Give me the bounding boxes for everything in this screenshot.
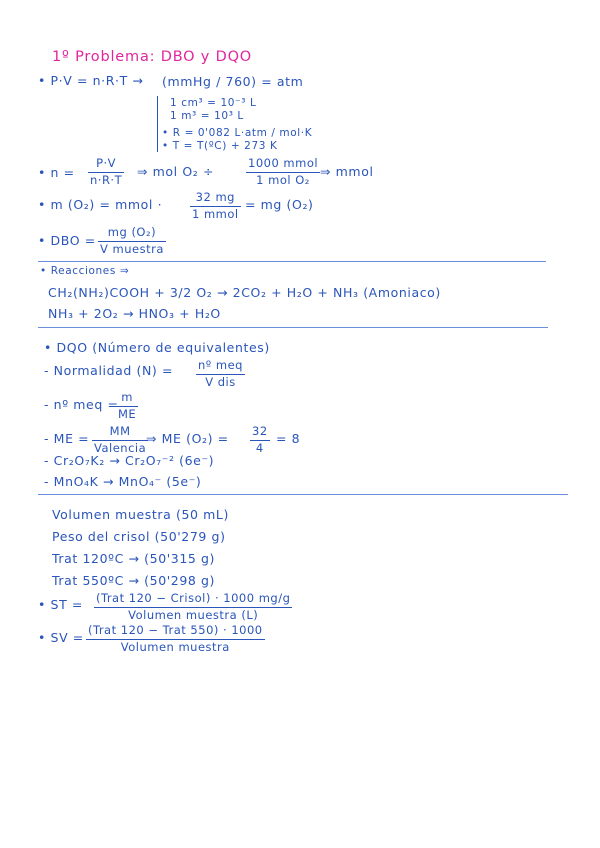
reaction-ammonia: NH₃ + 2O₂ → HNO₃ + H₂O [48,306,221,321]
moles-denominator: n·R·T [90,172,123,187]
dichromate-line: - Cr₂O₇K₂ → Cr₂O₇⁻² (6e⁻) [44,453,215,468]
mass-o2-denominator: 1 mmol [192,206,239,221]
normality-lhs: - Normalidad (N) = [44,363,174,378]
pressure-conversion: (mmHg / 760) = atm [162,74,304,89]
me-o2-middle: ⇒ ME (O₂) = [146,431,229,446]
dbo-lhs: • DBO = [38,233,96,248]
st-numerator: (Trat 120 − Crisol) · 1000 mg/g [96,591,291,605]
reaction-glycine: CH₂(NH₂)COOH + 3/2 O₂ → 2CO₂ + H₂O + NH₃ (Amoniaco) [48,285,441,300]
dqo-heading: • DQO (Número de equivalentes) [44,340,270,355]
normality-denominator: V dis [205,374,236,389]
meq-lhs: - nº meq = [44,397,119,412]
st-fraction [94,593,292,621]
dbo-numerator: mg (O₂) [107,225,157,239]
treatment-550: Trat 550ºC → (50'298 g) [52,573,216,588]
volume-conversion-m3: 1 m³ = 10³ L [170,110,244,122]
mass-o2-numerator: 32 mg [195,190,235,204]
me-o2-numerator: 32 [252,424,268,438]
mmol-conversion-fraction [246,158,320,186]
moles-fraction [88,158,124,186]
me-numerator: MM [109,424,131,438]
treatment-120: Trat 120ºC → (50'315 g) [52,551,216,566]
sv-denominator: Volumen muestra [120,639,230,654]
sample-volume: Volumen muestra (50 mL) [52,507,229,522]
crucible-weight: Peso del crisol (50'279 g) [52,529,226,544]
permanganate-line: - MnO₄K → MnO₄⁻ (5e⁻) [44,474,202,489]
mass-o2-result: = mg (O₂) [245,197,314,212]
divider-2 [38,327,548,328]
volume-conversion-cm3: 1 cm³ = 10⁻³ L [170,97,257,109]
sv-numerator: (Trat 120 − Trat 550) · 1000 [88,623,263,637]
me-o2-denominator: 4 [255,440,264,455]
meq-fraction [116,392,138,420]
dbo-denominator: V muestra [100,241,164,256]
st-lhs: • ST = [38,597,83,612]
me-o2-fraction [250,426,270,454]
mmol-numerator: 1000 mmol [248,156,319,170]
moles-middle: ⇒ mol O₂ ÷ [137,164,215,179]
sv-fraction [86,625,265,653]
reactions-heading: • Reacciones ⇒ [40,265,130,277]
normality-fraction [196,360,245,388]
sv-lhs: • SV = [38,630,84,645]
meq-denominator: ME [118,406,137,421]
normality-numerator: nº meq [198,358,243,372]
me-denominator: Valencia [94,440,147,455]
me-o2-result: = 8 [276,431,301,446]
gas-constant: • R = 0'082 L·atm / mol·K [162,127,313,139]
me-fraction [92,426,148,454]
mmol-denominator: 1 mol O₂ [256,172,310,187]
st-denominator: Volumen muestra (L) [128,607,259,622]
mass-o2-lhs: • m (O₂) = mmol · [38,197,163,212]
divider-1 [38,261,546,262]
meq-numerator: m [121,390,133,404]
moles-result: ⇒ mmol [320,164,374,179]
moles-lhs: • n = [38,165,75,180]
temperature-conversion: • T = T(ºC) + 273 K [162,140,278,152]
me-lhs: - ME = [44,431,90,446]
divider-3 [38,494,568,495]
ideal-gas-line: • P·V = n·R·T → [38,73,144,88]
dbo-fraction [98,227,166,255]
page-title: 1º Problema: DBO y DQO [52,49,252,65]
moles-numerator: P·V [96,156,117,170]
conversion-bracket [157,96,158,152]
mass-o2-fraction [190,192,241,220]
